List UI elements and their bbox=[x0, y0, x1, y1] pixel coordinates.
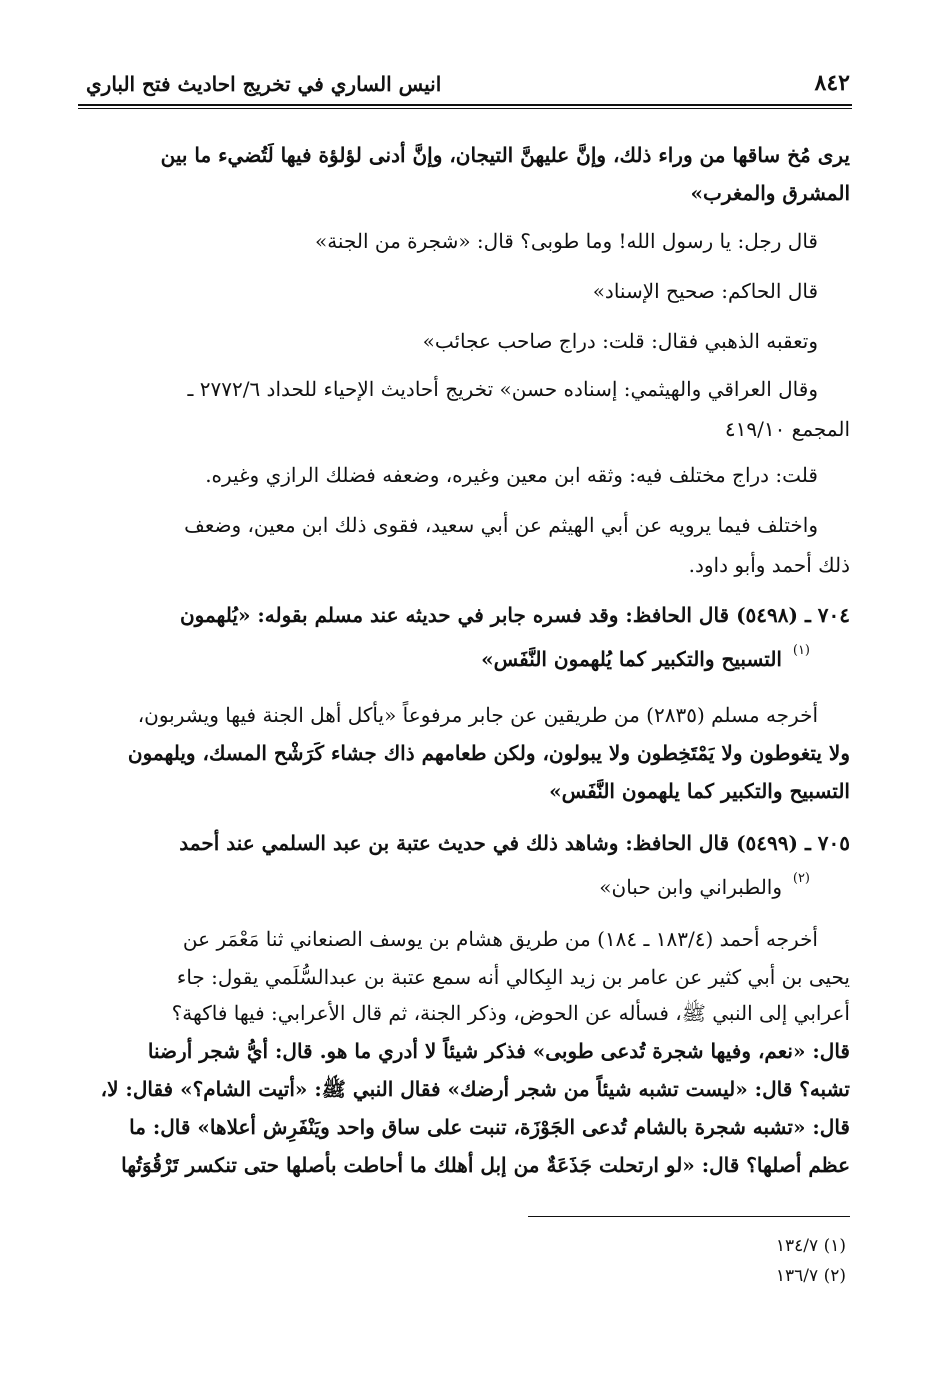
text-line: عظم أصلها؟ قال: «لو ارتحلت جَذَعَةٌ من إبل أهلك ما أحاطت بأصلها حتى تنكسر تَرْقُوَتُها bbox=[121, 1153, 850, 1177]
text-line: المجمع ٤١٩/١٠ bbox=[724, 417, 850, 441]
text-line: والطبراني وابن حبان» bbox=[599, 875, 782, 899]
footnote-rule bbox=[528, 1216, 850, 1217]
text-line: ذلك أحمد وأبو داود. bbox=[688, 553, 850, 577]
text-line: قال رجل: يا رسول الله! وما طوبى؟ قال: «شجرة من الجنة» bbox=[314, 229, 818, 253]
text-line: أعرابي إلى النبي ﷺ، فسأله عن الحوض، وذكر الجنة، ثم قال الأعرابي: فيها فاكهة؟ bbox=[171, 1001, 850, 1025]
text-line: يرى مُخ ساقها من وراء ذلك، وإنَّ عليهنَّ التيجان، وإنَّ أدنى لؤلؤة فيها لَتُضيء ما بين bbox=[160, 143, 850, 167]
hadith-entry-705: ٧٠٥ ـ (٥٤٩٩) قال الحافظ: وشاهد ذلك في حديث عتبة بن عبد السلمي عند أحمد bbox=[179, 831, 850, 855]
text-line: ولا يتغوطون ولا يَمْتَخِطون ولا يبولون، ولكن طعامهم ذاك جشاء كَرَشْح المسك، ويلهمون bbox=[127, 741, 850, 765]
running-header bbox=[80, 70, 850, 100]
text-line: قلت: دراج مختلف فيه: وثقه ابن معين وغيره، وضعفه فضلك الرازي وغيره. bbox=[205, 463, 818, 487]
text-line: التسبيح والتكبير كما يلهمون النَّفَس» bbox=[549, 779, 850, 803]
footnote-ref: (١) bbox=[792, 643, 810, 658]
footnote-2: (٢) ١٣٦/٧ bbox=[775, 1266, 846, 1286]
text-line: قال: «تشبه شجرة بالشام تُدعى الجَوْزَة، تنبت على ساق واحد ويَنْفَرِش أعلاها» قال: ما bbox=[129, 1115, 850, 1139]
text-line: أخرجه أحمد (١٨٣/٤ ـ ١٨٤) من طريق هشام بن يوسف الصنعاني ثنا مَعْمَر عن bbox=[182, 927, 818, 951]
text-line: أخرجه مسلم (٢٨٣٥) من طريقين عن جابر مرفوعاً «يأكل أهل الجنة فيها ويشربون، bbox=[137, 703, 818, 727]
text-line: وقال العراقي والهيثمي: إسناده حسن» تخريج أحاديث الإحياء للحداد ٢٧٧٢/٦ ـ bbox=[187, 377, 818, 401]
book-title: انيس الساري في تخريج احاديث فتح الباري bbox=[86, 72, 442, 96]
text-line: واختلف فيما يرويه عن أبي الهيثم عن أبي سعيد، فقوى ذلك ابن معين، وضعف bbox=[184, 513, 818, 537]
text-line: يحيى بن أبي كثير عن عامر بن زيد البِكالي أنه سمع عتبة بن عبدالسُّلَمي يقول: جاء bbox=[176, 965, 850, 989]
page-number: ٨٤٢ bbox=[814, 70, 850, 96]
text-line: قال: «نعم، وفيها شجرة تُدعى طوبى» فذكر شيئاً لا أدري ما هو. قال: أيُّ شجر أرضنا bbox=[147, 1039, 850, 1063]
footnote-1: (١) ١٣٤/٧ bbox=[775, 1236, 846, 1256]
header-rule bbox=[78, 104, 852, 109]
text-line: تشبه؟ قال: «ليست تشبه شيئاً من شجر أرضك» فقال النبي ﷺ: «أتيت الشام؟» فقال: لا، bbox=[100, 1077, 850, 1101]
text-line: المشرق والمغرب» bbox=[690, 181, 850, 205]
footnote-ref: (٢) bbox=[792, 871, 810, 886]
text-line: التسبيح والتكبير كما يُلهمون النَّفَس» bbox=[481, 647, 782, 671]
hadith-entry-704: ٧٠٤ ـ (٥٤٩٨) قال الحافظ: وقد فسره جابر في حديثه عند مسلم بقوله: «يُلهمون bbox=[179, 603, 850, 627]
text-line: وتعقبه الذهبي فقال: قلت: دراج صاحب عجائب» bbox=[422, 329, 818, 353]
text-line: قال الحاكم: صحيح الإسناد» bbox=[592, 279, 818, 303]
